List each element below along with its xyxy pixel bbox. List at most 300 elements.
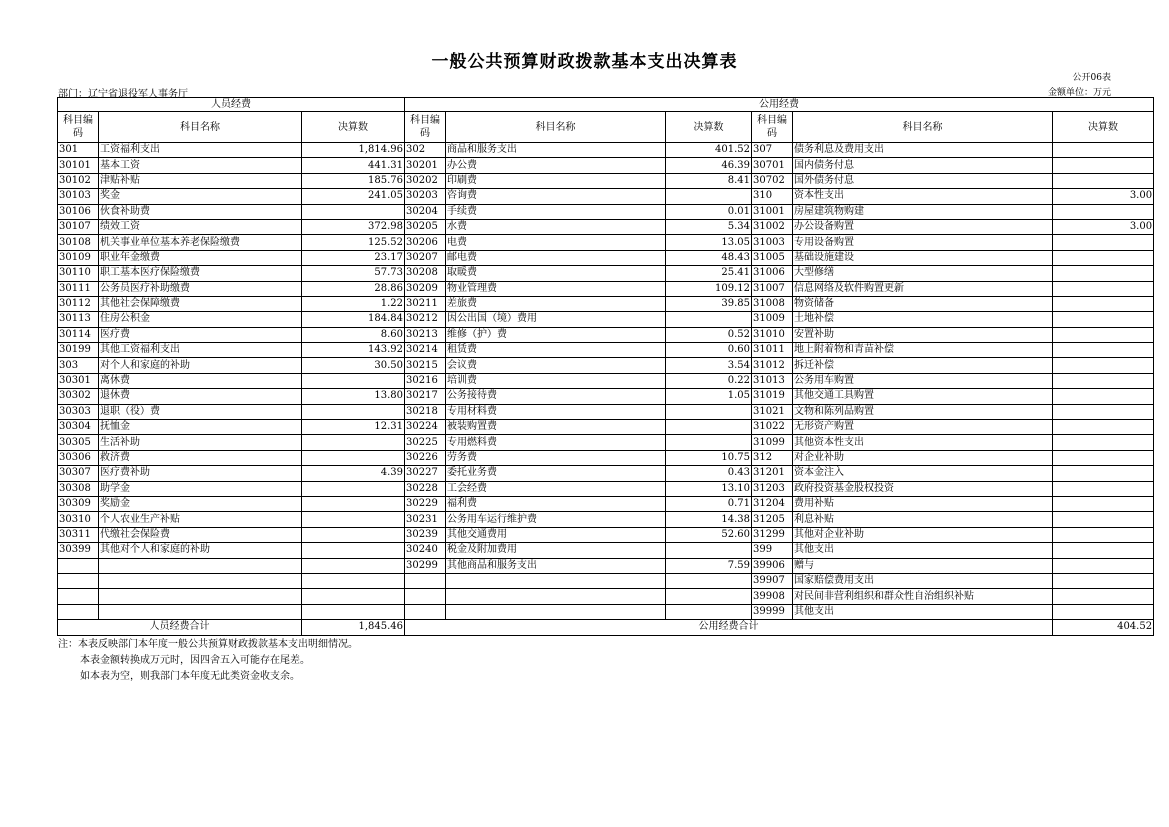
code-cell: 307 [752, 143, 793, 158]
table-row [58, 312, 1154, 327]
amount-cell [302, 604, 405, 619]
amount-cell [1053, 481, 1154, 496]
public-total-value: 404.52 [1053, 620, 1154, 635]
code-cell: 31205 [752, 512, 793, 527]
table-row [58, 389, 1154, 404]
code-cell: 39999 [752, 604, 793, 619]
code-cell: 30303 [58, 404, 99, 419]
code-cell: 30304 [58, 420, 99, 435]
name-cell: 差旅费 [446, 296, 666, 311]
amount-cell: 185.76 [302, 173, 405, 188]
code-cell: 31007 [752, 281, 793, 296]
table-row [58, 589, 1154, 604]
name-cell [446, 589, 666, 604]
amount-cell [1053, 343, 1154, 358]
amount-cell [666, 589, 752, 604]
amount-cell: 0.01 [666, 204, 752, 219]
amount-cell [1053, 327, 1154, 342]
column-header-code: 科目编码 [405, 112, 446, 143]
code-cell: 31201 [752, 466, 793, 481]
name-cell: 劳务费 [446, 450, 666, 465]
amount-cell: 0.22 [666, 373, 752, 388]
amount-cell: 184.84 [302, 312, 405, 327]
amount-cell [1053, 296, 1154, 311]
code-cell: 31013 [752, 373, 793, 388]
column-header-code: 科目编码 [58, 112, 99, 143]
table-row [58, 527, 1154, 542]
code-cell: 30112 [58, 296, 99, 311]
code-cell: 301 [58, 143, 99, 158]
name-cell: 个人农业生产补贴 [99, 512, 302, 527]
amount-cell: 10.75 [666, 450, 752, 465]
code-cell: 30203 [405, 189, 446, 204]
code-cell: 31008 [752, 296, 793, 311]
code-cell: 31009 [752, 312, 793, 327]
code-cell: 31011 [752, 343, 793, 358]
amount-cell [302, 204, 405, 219]
code-cell [58, 573, 99, 588]
column-header-name: 科目名称 [446, 112, 666, 143]
amount-cell: 0.71 [666, 496, 752, 511]
amount-cell: 125.52 [302, 235, 405, 250]
code-cell: 31001 [752, 204, 793, 219]
name-cell: 手续费 [446, 204, 666, 219]
amount-cell: 46.39 [666, 158, 752, 173]
name-cell: 赠与 [793, 558, 1053, 573]
code-cell: 30202 [405, 173, 446, 188]
code-cell: 30240 [405, 543, 446, 558]
table-row [58, 219, 1154, 234]
code-cell [58, 589, 99, 604]
personnel-total-label: 人员经费合计 [58, 620, 302, 635]
amount-cell [302, 435, 405, 450]
name-cell: 退休费 [99, 389, 302, 404]
amount-cell [302, 589, 405, 604]
table-row [58, 466, 1154, 481]
code-cell: 30307 [58, 466, 99, 481]
code-cell [405, 573, 446, 588]
code-cell: 30308 [58, 481, 99, 496]
amount-cell: 441.31 [302, 158, 405, 173]
code-cell: 30231 [405, 512, 446, 527]
name-cell: 工资福利支出 [99, 143, 302, 158]
name-cell: 房屋建筑物购建 [793, 204, 1053, 219]
name-cell: 租赁费 [446, 343, 666, 358]
table-row [58, 512, 1154, 527]
column-header-name: 科目名称 [793, 112, 1053, 143]
name-cell: 其他对个人和家庭的补助 [99, 543, 302, 558]
code-cell: 30206 [405, 235, 446, 250]
code-cell: 30217 [405, 389, 446, 404]
table-row [58, 558, 1154, 573]
amount-cell [666, 189, 752, 204]
name-cell: 政府投资基金股权投资 [793, 481, 1053, 496]
table-row [58, 204, 1154, 219]
amount-cell: 30.50 [302, 358, 405, 373]
code-cell: 30110 [58, 266, 99, 281]
table-row [58, 358, 1154, 373]
amount-cell: 5.34 [666, 219, 752, 234]
amount-cell [302, 496, 405, 511]
expenditure-table [57, 97, 1154, 636]
name-cell: 债务利息及费用支出 [793, 143, 1053, 158]
name-cell: 公务用车购置 [793, 373, 1053, 388]
code-cell: 30205 [405, 219, 446, 234]
code-cell: 31012 [752, 358, 793, 373]
name-cell: 邮电费 [446, 250, 666, 265]
amount-cell [1053, 173, 1154, 188]
name-cell [99, 573, 302, 588]
name-cell: 医疗费补助 [99, 466, 302, 481]
table-row [58, 173, 1154, 188]
amount-cell: 3.54 [666, 358, 752, 373]
name-cell: 取暖费 [446, 266, 666, 281]
amount-cell: 13.05 [666, 235, 752, 250]
name-cell: 会议费 [446, 358, 666, 373]
name-cell: 地上附着物和青苗补偿 [793, 343, 1053, 358]
name-cell: 救济费 [99, 450, 302, 465]
code-cell: 30311 [58, 527, 99, 542]
name-cell: 文物和陈列品购置 [793, 404, 1053, 419]
code-cell: 30114 [58, 327, 99, 342]
amount-cell [1053, 450, 1154, 465]
code-cell: 30301 [58, 373, 99, 388]
amount-cell [1053, 235, 1154, 250]
amount-cell: 1.22 [302, 296, 405, 311]
name-cell: 生活补助 [99, 435, 302, 450]
table-row [58, 450, 1154, 465]
amount-cell [1053, 404, 1154, 419]
amount-cell [1053, 358, 1154, 373]
table-row [58, 250, 1154, 265]
table-row [58, 604, 1154, 619]
code-cell: 30108 [58, 235, 99, 250]
column-header-amount: 决算数 [302, 112, 405, 143]
name-cell: 对个人和家庭的补助 [99, 358, 302, 373]
name-cell: 工会经费 [446, 481, 666, 496]
code-cell: 30215 [405, 358, 446, 373]
name-cell: 离休费 [99, 373, 302, 388]
amount-cell [666, 312, 752, 327]
amount-cell [1053, 543, 1154, 558]
form-number: 公开06表 [1072, 73, 1111, 83]
name-cell: 被装购置费 [446, 420, 666, 435]
amount-cell [302, 573, 405, 588]
amount-cell: 7.59 [666, 558, 752, 573]
code-cell: 31299 [752, 527, 793, 542]
code-cell: 30229 [405, 496, 446, 511]
code-cell: 302 [405, 143, 446, 158]
name-cell: 专用材料费 [446, 404, 666, 419]
amount-cell: 401.52 [666, 143, 752, 158]
code-cell: 30302 [58, 389, 99, 404]
department-label: 部门：辽宁省退役军人事务厅 [58, 89, 188, 100]
code-cell: 39906 [752, 558, 793, 573]
amount-cell [666, 604, 752, 619]
code-cell: 31010 [752, 327, 793, 342]
code-cell: 31099 [752, 435, 793, 450]
amount-cell [302, 373, 405, 388]
amount-cell: 241.05 [302, 189, 405, 204]
amount-cell [1053, 466, 1154, 481]
name-cell: 维修（护）费 [446, 327, 666, 342]
name-cell: 电费 [446, 235, 666, 250]
table-row [58, 435, 1154, 450]
amount-cell [1053, 281, 1154, 296]
name-cell: 其他支出 [793, 604, 1053, 619]
name-cell: 安置补助 [793, 327, 1053, 342]
amount-cell [1053, 266, 1154, 281]
code-cell: 30310 [58, 512, 99, 527]
table-notes [58, 637, 358, 685]
name-cell: 其他交通工具购置 [793, 389, 1053, 404]
name-cell: 无形资产购置 [793, 420, 1053, 435]
name-cell [446, 573, 666, 588]
code-cell: 30101 [58, 158, 99, 173]
code-cell: 30207 [405, 250, 446, 265]
code-cell: 30299 [405, 558, 446, 573]
code-cell: 39907 [752, 573, 793, 588]
name-cell: 费用补贴 [793, 496, 1053, 511]
name-cell: 商品和服务支出 [446, 143, 666, 158]
table-row [58, 496, 1154, 511]
code-cell: 31006 [752, 266, 793, 281]
code-cell: 30702 [752, 173, 793, 188]
code-cell: 30225 [405, 435, 446, 450]
column-header-amount: 决算数 [666, 112, 752, 143]
code-cell: 30224 [405, 420, 446, 435]
code-cell: 31003 [752, 235, 793, 250]
amount-cell: 48.43 [666, 250, 752, 265]
code-cell: 310 [752, 189, 793, 204]
name-cell: 税金及附加费用 [446, 543, 666, 558]
table-row [58, 281, 1154, 296]
code-cell [58, 604, 99, 619]
amount-cell [1053, 389, 1154, 404]
name-cell: 培训费 [446, 373, 666, 388]
name-cell: 利息补贴 [793, 512, 1053, 527]
code-cell: 31203 [752, 481, 793, 496]
table-row [58, 543, 1154, 558]
name-cell: 公务员医疗补助缴费 [99, 281, 302, 296]
code-cell: 31022 [752, 420, 793, 435]
amount-cell: 1.05 [666, 389, 752, 404]
note-line: 注：本表反映部门本年度一般公共预算财政拨款基本支出明细情况。 [58, 639, 358, 650]
name-cell: 因公出国（境）费用 [446, 312, 666, 327]
name-cell: 土地补偿 [793, 312, 1053, 327]
amount-cell: 39.85 [666, 296, 752, 311]
column-header-code: 科目编码 [752, 112, 793, 143]
amount-cell [1053, 512, 1154, 527]
name-cell: 奖金 [99, 189, 302, 204]
name-cell: 其他商品和服务支出 [446, 558, 666, 573]
amount-cell [1053, 312, 1154, 327]
amount-cell: 14.38 [666, 512, 752, 527]
code-cell: 30305 [58, 435, 99, 450]
code-cell: 30209 [405, 281, 446, 296]
amount-cell [302, 512, 405, 527]
name-cell: 对民间非营利组织和群众性自治组织补贴 [793, 589, 1053, 604]
code-cell: 30214 [405, 343, 446, 358]
amount-cell [1053, 604, 1154, 619]
amount-cell: 4.39 [302, 466, 405, 481]
name-cell: 福利费 [446, 496, 666, 511]
name-cell: 物业管理费 [446, 281, 666, 296]
code-cell: 30227 [405, 466, 446, 481]
amount-cell [302, 404, 405, 419]
table-row [58, 573, 1154, 588]
code-cell: 30213 [405, 327, 446, 342]
code-cell: 303 [58, 358, 99, 373]
amount-cell: 372.98 [302, 219, 405, 234]
name-cell: 其他对企业补助 [793, 527, 1053, 542]
name-cell: 拆迁补偿 [793, 358, 1053, 373]
name-cell: 资本性支出 [793, 189, 1053, 204]
amount-unit-label: 金额单位：万元 [1047, 88, 1111, 98]
code-cell: 30199 [58, 343, 99, 358]
name-cell: 国外债务付息 [793, 173, 1053, 188]
table-row [58, 143, 1154, 158]
amount-cell: 28.86 [302, 281, 405, 296]
name-cell: 对企业补助 [793, 450, 1053, 465]
name-cell: 伙食补助费 [99, 204, 302, 219]
page-title: 一般公共预算财政拨款基本支出决算表 [431, 52, 738, 72]
name-cell: 其他工资福利支出 [99, 343, 302, 358]
amount-cell: 143.92 [302, 343, 405, 358]
amount-cell: 3.00 [1053, 219, 1154, 234]
name-cell: 资本金注入 [793, 466, 1053, 481]
amount-cell [1053, 250, 1154, 265]
amount-cell: 57.73 [302, 266, 405, 281]
column-header-name: 科目名称 [99, 112, 302, 143]
amount-cell [666, 435, 752, 450]
code-cell: 31005 [752, 250, 793, 265]
code-cell [405, 604, 446, 619]
code-cell: 30111 [58, 281, 99, 296]
amount-cell [1053, 527, 1154, 542]
code-cell: 312 [752, 450, 793, 465]
name-cell: 大型修缮 [793, 266, 1053, 281]
code-cell: 30204 [405, 204, 446, 219]
amount-cell [666, 543, 752, 558]
name-cell: 机关事业单位基本养老保险缴费 [99, 235, 302, 250]
public-section-header: 公用经费 [405, 98, 1154, 112]
personnel-section-header: 人员经费 [58, 98, 405, 112]
amount-cell [1053, 573, 1154, 588]
table-row [58, 404, 1154, 419]
code-cell: 30228 [405, 481, 446, 496]
amount-cell: 0.60 [666, 343, 752, 358]
amount-cell [1053, 496, 1154, 511]
table-row [58, 481, 1154, 496]
amount-cell: 13.10 [666, 481, 752, 496]
table-body [58, 143, 1154, 620]
amount-cell: 8.41 [666, 173, 752, 188]
name-cell: 代缴社会保险费 [99, 527, 302, 542]
amount-cell [1053, 373, 1154, 388]
code-cell: 30113 [58, 312, 99, 327]
amount-cell [302, 481, 405, 496]
amount-cell: 3.00 [1053, 189, 1154, 204]
name-cell: 委托业务费 [446, 466, 666, 481]
code-cell: 30309 [58, 496, 99, 511]
name-cell: 专用设备购置 [793, 235, 1053, 250]
name-cell: 专用燃料费 [446, 435, 666, 450]
code-cell: 30212 [405, 312, 446, 327]
code-cell: 39908 [752, 589, 793, 604]
code-cell: 30109 [58, 250, 99, 265]
name-cell [99, 558, 302, 573]
code-cell: 30218 [405, 404, 446, 419]
table-row [58, 266, 1154, 281]
amount-cell [1053, 589, 1154, 604]
code-cell [58, 558, 99, 573]
name-cell: 助学金 [99, 481, 302, 496]
name-cell: 基础设施建设 [793, 250, 1053, 265]
amount-cell: 0.43 [666, 466, 752, 481]
table-row [58, 296, 1154, 311]
code-cell: 31204 [752, 496, 793, 511]
amount-cell [1053, 558, 1154, 573]
name-cell: 其他支出 [793, 543, 1053, 558]
name-cell: 津贴补贴 [99, 173, 302, 188]
amount-cell [1053, 435, 1154, 450]
code-cell: 30102 [58, 173, 99, 188]
amount-cell [302, 558, 405, 573]
amount-cell [666, 420, 752, 435]
table-row [58, 158, 1154, 173]
name-cell: 咨询费 [446, 189, 666, 204]
table-row [58, 327, 1154, 342]
code-cell: 30103 [58, 189, 99, 204]
amount-cell: 13.80 [302, 389, 405, 404]
code-cell [405, 589, 446, 604]
code-cell: 31021 [752, 404, 793, 419]
table-row [58, 373, 1154, 388]
amount-cell: 12.31 [302, 420, 405, 435]
code-cell: 31002 [752, 219, 793, 234]
table-row [58, 420, 1154, 435]
name-cell: 奖励金 [99, 496, 302, 511]
name-cell: 绩效工资 [99, 219, 302, 234]
amount-cell: 0.52 [666, 327, 752, 342]
name-cell: 印刷费 [446, 173, 666, 188]
name-cell: 公务接待费 [446, 389, 666, 404]
amount-cell: 1,814.96 [302, 143, 405, 158]
amount-cell [302, 527, 405, 542]
code-cell: 30216 [405, 373, 446, 388]
name-cell: 其他社会保障缴费 [99, 296, 302, 311]
code-cell: 30306 [58, 450, 99, 465]
amount-cell [1053, 420, 1154, 435]
name-cell: 国家赔偿费用支出 [793, 573, 1053, 588]
name-cell: 职工基本医疗保险缴费 [99, 266, 302, 281]
name-cell: 退职（役）费 [99, 404, 302, 419]
code-cell: 30201 [405, 158, 446, 173]
name-cell: 国内债务付息 [793, 158, 1053, 173]
code-cell: 30106 [58, 204, 99, 219]
name-cell: 职业年金缴费 [99, 250, 302, 265]
note-line: 如本表为空，则我部门本年度无此类资金收支余。 [80, 671, 300, 682]
amount-cell [1053, 158, 1154, 173]
amount-cell: 23.17 [302, 250, 405, 265]
amount-cell: 52.60 [666, 527, 752, 542]
code-cell: 30239 [405, 527, 446, 542]
table-row [58, 189, 1154, 204]
name-cell [446, 604, 666, 619]
table-row [58, 235, 1154, 250]
table-row [58, 343, 1154, 358]
